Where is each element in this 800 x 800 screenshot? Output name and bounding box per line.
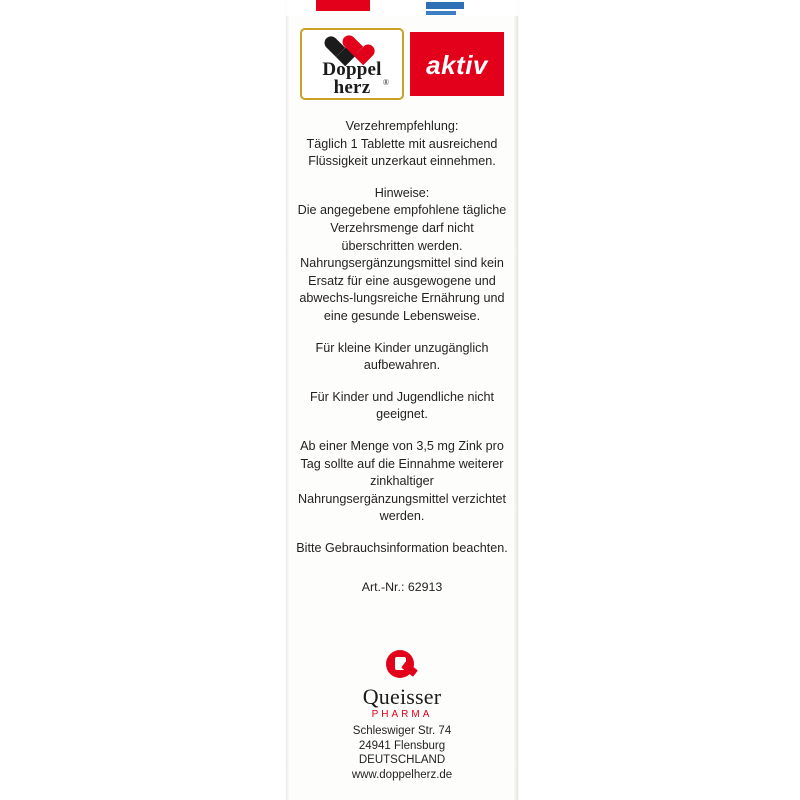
top-red-band: [316, 0, 370, 11]
consumption-heading: Verzehrempfehlung:: [345, 119, 459, 133]
doppelherz-logo: [300, 28, 404, 100]
package-left-edge: [286, 0, 289, 800]
note-children-storage: Für kleine Kinder unzugänglich aufbewahren.: [315, 340, 489, 373]
top-blue-band: [426, 2, 464, 9]
notes-heading: Hinweise:: [374, 185, 430, 200]
queisser-q-icon: [386, 650, 418, 682]
notes-text: Die angegebene empfohlene tägliche Verzehrsmenge darf nicht überschritten werden. Nahrungsergänzungsmittel sind kein Ersatz für eine ausgewogene und abwechs-lungsreiche Ernährung und eine gesunde Lebensweise.: [297, 203, 507, 323]
manufacturer-city: 24941 Flensburg: [358, 739, 446, 752]
manufacturer-name: Queisser: [362, 684, 442, 709]
panel-text-column: [294, 118, 510, 611]
heart-icon-red: [341, 34, 367, 58]
package-side-panel: [286, 0, 518, 800]
manufacturer-street: Schleswiger Str. 74: [352, 725, 452, 737]
manufacturer-block: [294, 650, 510, 782]
brand-line-2: herz: [333, 77, 371, 98]
manufacturer-website: www.doppelherz.de: [351, 768, 453, 781]
aktiv-badge: [410, 32, 504, 96]
consumption-text: Täglich 1 Tablette mit ausreichend Flüssigkeit unzerkaut einnehmen.: [306, 136, 498, 169]
article-number: Art.-Nr.: 62913: [361, 580, 443, 595]
package-top-bleed: [286, 0, 518, 16]
brand-row: [286, 28, 518, 102]
note-not-for-children: Für Kinder und Jugendliche nicht geeignet.: [309, 389, 495, 422]
manufacturer-country: DEUTSCHLAND: [358, 754, 446, 766]
package-right-edge: [514, 0, 518, 800]
registered-mark: ®: [382, 78, 389, 87]
note-leaflet: Bitte Gebrauchsinformation beachten.: [296, 540, 508, 555]
top-blue-band-secondary: [426, 11, 456, 15]
aktiv-badge-label: aktiv: [426, 50, 488, 80]
manufacturer-subtitle: PHARMA: [371, 709, 433, 720]
two-hearts-icon: [321, 35, 383, 61]
brand-line-1: Doppel: [322, 59, 382, 80]
note-zinc: Ab einer Menge von 3,5 mg Zink pro Tag sollte auf die Einnahme weiterer zinkhaltiger Nahrungsergänzungsmittel verzichtet werden.: [298, 438, 506, 524]
